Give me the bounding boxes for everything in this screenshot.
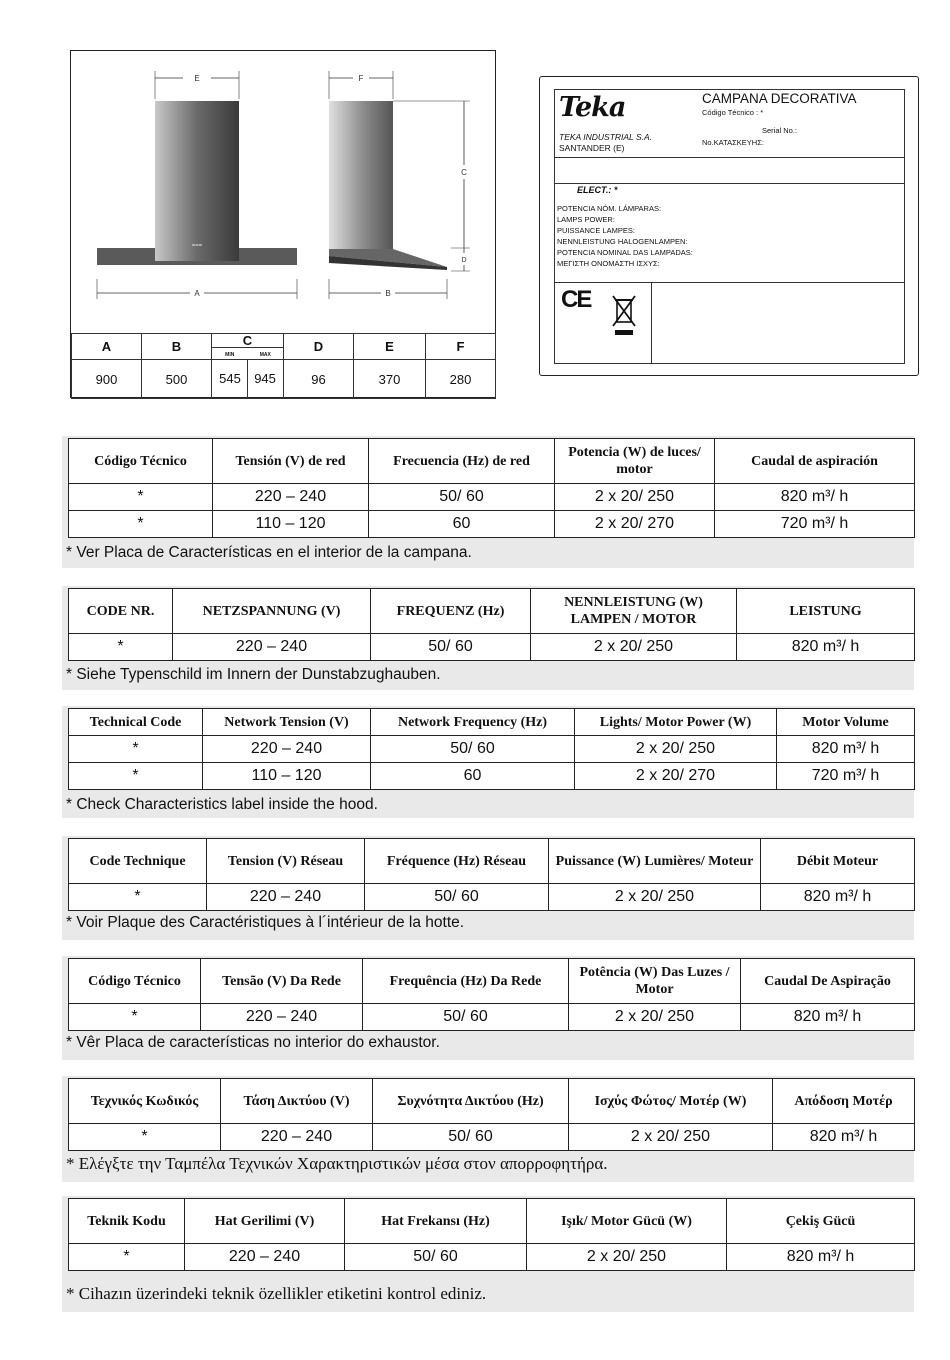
plate-serial-label: Serial No.:	[762, 126, 798, 135]
header-cell: Hat Frekansı (Hz)	[345, 1199, 527, 1244]
spec-section-pt	[62, 956, 914, 1060]
header-cell: Débit Moteur	[761, 839, 915, 884]
dim-label-d: D	[461, 257, 467, 264]
header-cell: Fréquence (Hz) Réseau	[365, 839, 549, 884]
value-cell: *	[69, 736, 203, 763]
value-cell: *	[69, 763, 203, 790]
value-cell: *	[69, 1004, 201, 1031]
spec-section-es	[62, 436, 914, 568]
plate-serial-label-greek: No.ΚΑΤΑΣΚΕΥΗΣ:	[702, 138, 764, 147]
header-cell: Tension (V) Réseau	[207, 839, 365, 884]
dim-label-e: E	[194, 74, 200, 83]
rating-plate	[539, 76, 919, 376]
value-cell: 60	[371, 763, 575, 790]
header-cell: Caudal de aspiración	[715, 439, 915, 484]
header-cell: Potência (W) Das Luzes / Motor	[569, 959, 741, 1004]
spec-section-tr	[62, 1196, 914, 1312]
dim-header-c: C MIN MAX	[212, 334, 284, 360]
value-cell: *	[69, 484, 213, 511]
header-cell: Teknik Kodu	[69, 1199, 185, 1244]
c-max-label: MAX	[259, 352, 271, 358]
header-cell: Ισχύς Φώτος/ Μοτέρ (W)	[569, 1079, 773, 1124]
value-cell: 60	[369, 511, 555, 538]
value-cell: *	[69, 1244, 185, 1271]
header-cell: Puissance (W) Lumières/ Moteur	[549, 839, 761, 884]
value-cell: 820 m³/ h	[715, 484, 915, 511]
dim-header-f: F	[426, 334, 496, 360]
dim-label-f: F	[358, 74, 364, 83]
spec-note-tr: * Cihazın üzerindeki teknik özellikler etiketini kontrol ediniz.	[66, 1284, 487, 1303]
header-cell: NENNLEISTUNG (W) LAMPEN / MOTOR	[531, 589, 737, 634]
dim-label-b: B	[385, 289, 391, 298]
header-cell: Frecuencia (Hz) de red	[369, 439, 555, 484]
header-cell: Tensión (V) de red	[213, 439, 369, 484]
value-cell: 2 x 20/ 250	[569, 1004, 741, 1031]
front-view	[97, 71, 297, 299]
value-cell: *	[69, 634, 173, 661]
spec-note-es: * Ver Placa de Características en el interior de la campana.	[66, 544, 472, 561]
header-cell: Hat Gerilimi (V)	[185, 1199, 345, 1244]
value-cell: 220 – 240	[201, 1004, 363, 1031]
header-cell: Technical Code	[69, 709, 203, 736]
dim-label-a: A	[194, 289, 200, 298]
header-cell: Tensão (V) Da Rede	[201, 959, 363, 1004]
value-cell: 820 m³/ h	[761, 884, 915, 911]
header-cell: Caudal De Aspiração	[741, 959, 915, 1004]
header-cell: Motor Volume	[777, 709, 915, 736]
spec-note-de: * Siehe Typenschild im Innern der Dunstabzughauben.	[66, 666, 441, 683]
header-cell: Network Tension (V)	[203, 709, 371, 736]
value-cell: 50/ 60	[371, 736, 575, 763]
value-cell: 50/ 60	[371, 634, 531, 661]
value-cell: 110 – 120	[213, 511, 369, 538]
value-cell: 2 x 20/ 270	[555, 511, 715, 538]
header-cell: Çekiş Gücü	[727, 1199, 915, 1244]
dim-value-c-max: 945	[254, 371, 276, 386]
ce-mark-icon: CE	[561, 286, 591, 313]
dim-value-d: 96	[284, 360, 354, 399]
spec-table-de	[68, 588, 915, 661]
plate-title: CAMPANA DECORATIVA	[702, 91, 857, 106]
value-cell: *	[69, 511, 213, 538]
dim-value-a: 900	[72, 360, 142, 399]
value-cell: 220 – 240	[203, 736, 371, 763]
spec-table-es	[68, 438, 915, 538]
value-cell: 820 m³/ h	[777, 736, 915, 763]
value-cell: 220 – 240	[213, 484, 369, 511]
value-cell: 220 – 240	[221, 1124, 373, 1151]
plate-power-line-2: LAMPS POWER:	[557, 215, 615, 224]
value-cell: 2 x 20/ 270	[575, 763, 777, 790]
spec-note-fr: * Voir Plaque des Caractéristiques à l´intérieur de la hotte.	[66, 914, 465, 931]
header-cell: NETZSPANNUNG (V)	[173, 589, 371, 634]
side-view	[329, 71, 470, 299]
teka-logo: Teka	[559, 92, 626, 123]
plate-power-line-1: POTENCIA NÓM. LÁMPARAS:	[557, 204, 662, 213]
weee-bin-icon	[611, 292, 637, 338]
spec-note-pt: * Vêr Placa de características no interior do exhaustor.	[66, 1034, 440, 1051]
plate-header	[555, 90, 904, 158]
plate-power-line-5: POTENCIA NOMINAL DAS LAMPADAS:	[557, 248, 693, 257]
vent-slots: ===	[191, 243, 203, 249]
value-cell: 2 x 20/ 250	[531, 634, 737, 661]
value-cell: 50/ 60	[365, 884, 549, 911]
header-cell: Network Frequency (Hz)	[371, 709, 575, 736]
dimension-table	[71, 333, 496, 399]
header-cell: Code Technique	[69, 839, 207, 884]
value-cell: 720 m³/ h	[715, 511, 915, 538]
plate-blank-row	[555, 157, 904, 184]
spec-table-tr	[68, 1198, 915, 1271]
header-cell: Συχνότητα Δικτύου (Hz)	[373, 1079, 569, 1124]
spec-table-fr	[68, 838, 915, 911]
spec-table-en	[68, 708, 915, 790]
spec-section-fr	[62, 836, 914, 940]
plate-code-label: Código Técnico : *	[702, 108, 764, 117]
value-cell: 820 m³/ h	[727, 1244, 915, 1271]
value-cell: 220 – 240	[185, 1244, 345, 1271]
spec-section-de	[62, 586, 914, 690]
spec-section-en	[62, 706, 914, 818]
plate-power-line-4: NENNLEISTUNG HALOGENLAMPEN:	[557, 237, 688, 246]
value-cell: 220 – 240	[173, 634, 371, 661]
dim-value-c-min: 545	[213, 360, 248, 398]
header-cell: FREQUENZ (Hz)	[371, 589, 531, 634]
dim-value-f: 280	[426, 360, 496, 399]
value-cell: 110 – 120	[203, 763, 371, 790]
spec-table-gr	[68, 1078, 915, 1151]
dim-value-c	[212, 360, 284, 399]
header-cell: Código Técnico	[69, 959, 201, 1004]
hood-technical-drawing	[71, 51, 495, 333]
value-cell: 820 m³/ h	[741, 1004, 915, 1031]
spec-table-pt	[68, 958, 915, 1031]
value-cell: 2 x 20/ 250	[575, 736, 777, 763]
header-cell: Işık/ Motor Gücü (W)	[527, 1199, 727, 1244]
value-cell: 820 m³/ h	[737, 634, 915, 661]
value-cell: *	[69, 884, 207, 911]
value-cell: 50/ 60	[345, 1244, 527, 1271]
value-cell: 820 m³/ h	[773, 1124, 915, 1151]
header-cell: Código Técnico	[69, 439, 213, 484]
header-cell: Lights/ Motor Power (W)	[575, 709, 777, 736]
plate-electrical	[555, 183, 904, 283]
plate-elect-label: ELECT.: *	[577, 185, 618, 195]
spec-section-gr	[62, 1076, 914, 1182]
header-cell: Απόδοση Μοτέρ	[773, 1079, 915, 1124]
plate-city: SANTANDER (E)	[559, 143, 625, 153]
header-cell: LEISTUNG	[737, 589, 915, 634]
value-cell: *	[69, 1124, 221, 1151]
value-cell: 50/ 60	[363, 1004, 569, 1031]
dim-header-a: A	[72, 334, 142, 360]
dim-label-c: C	[461, 168, 467, 177]
value-cell: 220 – 240	[207, 884, 365, 911]
dim-header-e: E	[354, 334, 426, 360]
spec-note-gr: * Ελέγξτε την Ταμπέλα Τεχνικών Χαρακτηριστικών μέσα στον απορροφητήρα.	[66, 1154, 608, 1173]
plate-company: TEKA INDUSTRIAL S.A.	[559, 132, 653, 142]
dim-value-b: 500	[142, 360, 212, 399]
header-cell: Τεχνικός Κωδικός	[69, 1079, 221, 1124]
plate-marks-cell	[555, 282, 652, 363]
dim-value-e: 370	[354, 360, 426, 399]
dim-header-d: D	[284, 334, 354, 360]
value-cell: 720 m³/ h	[777, 763, 915, 790]
c-min-label: MIN	[225, 352, 235, 358]
value-cell: 2 x 20/ 250	[549, 884, 761, 911]
hood-dimension-drawing	[70, 50, 496, 398]
value-cell: 2 x 20/ 250	[569, 1124, 773, 1151]
plate-power-line-3: PUISSANCE LAMPES:	[557, 226, 635, 235]
value-cell: 2 x 20/ 250	[555, 484, 715, 511]
header-cell: Τάση Δικτύου (V)	[221, 1079, 373, 1124]
plate-power-line-6: ΜΕΓΙΣΤΗ ΟΝΟΜΑΣΤΗ ΙΣΧΥΣ:	[557, 259, 660, 268]
header-cell: CODE NR.	[69, 589, 173, 634]
dim-header-b: B	[142, 334, 212, 360]
spec-note-en: * Check Characteristics label inside the hood.	[66, 796, 378, 813]
value-cell: 50/ 60	[369, 484, 555, 511]
value-cell: 50/ 60	[373, 1124, 569, 1151]
header-cell: Potencia (W) de luces/ motor	[555, 439, 715, 484]
value-cell: 2 x 20/ 250	[527, 1244, 727, 1271]
header-cell: Frequência (Hz) Da Rede	[363, 959, 569, 1004]
rating-plate-frame	[554, 89, 905, 364]
